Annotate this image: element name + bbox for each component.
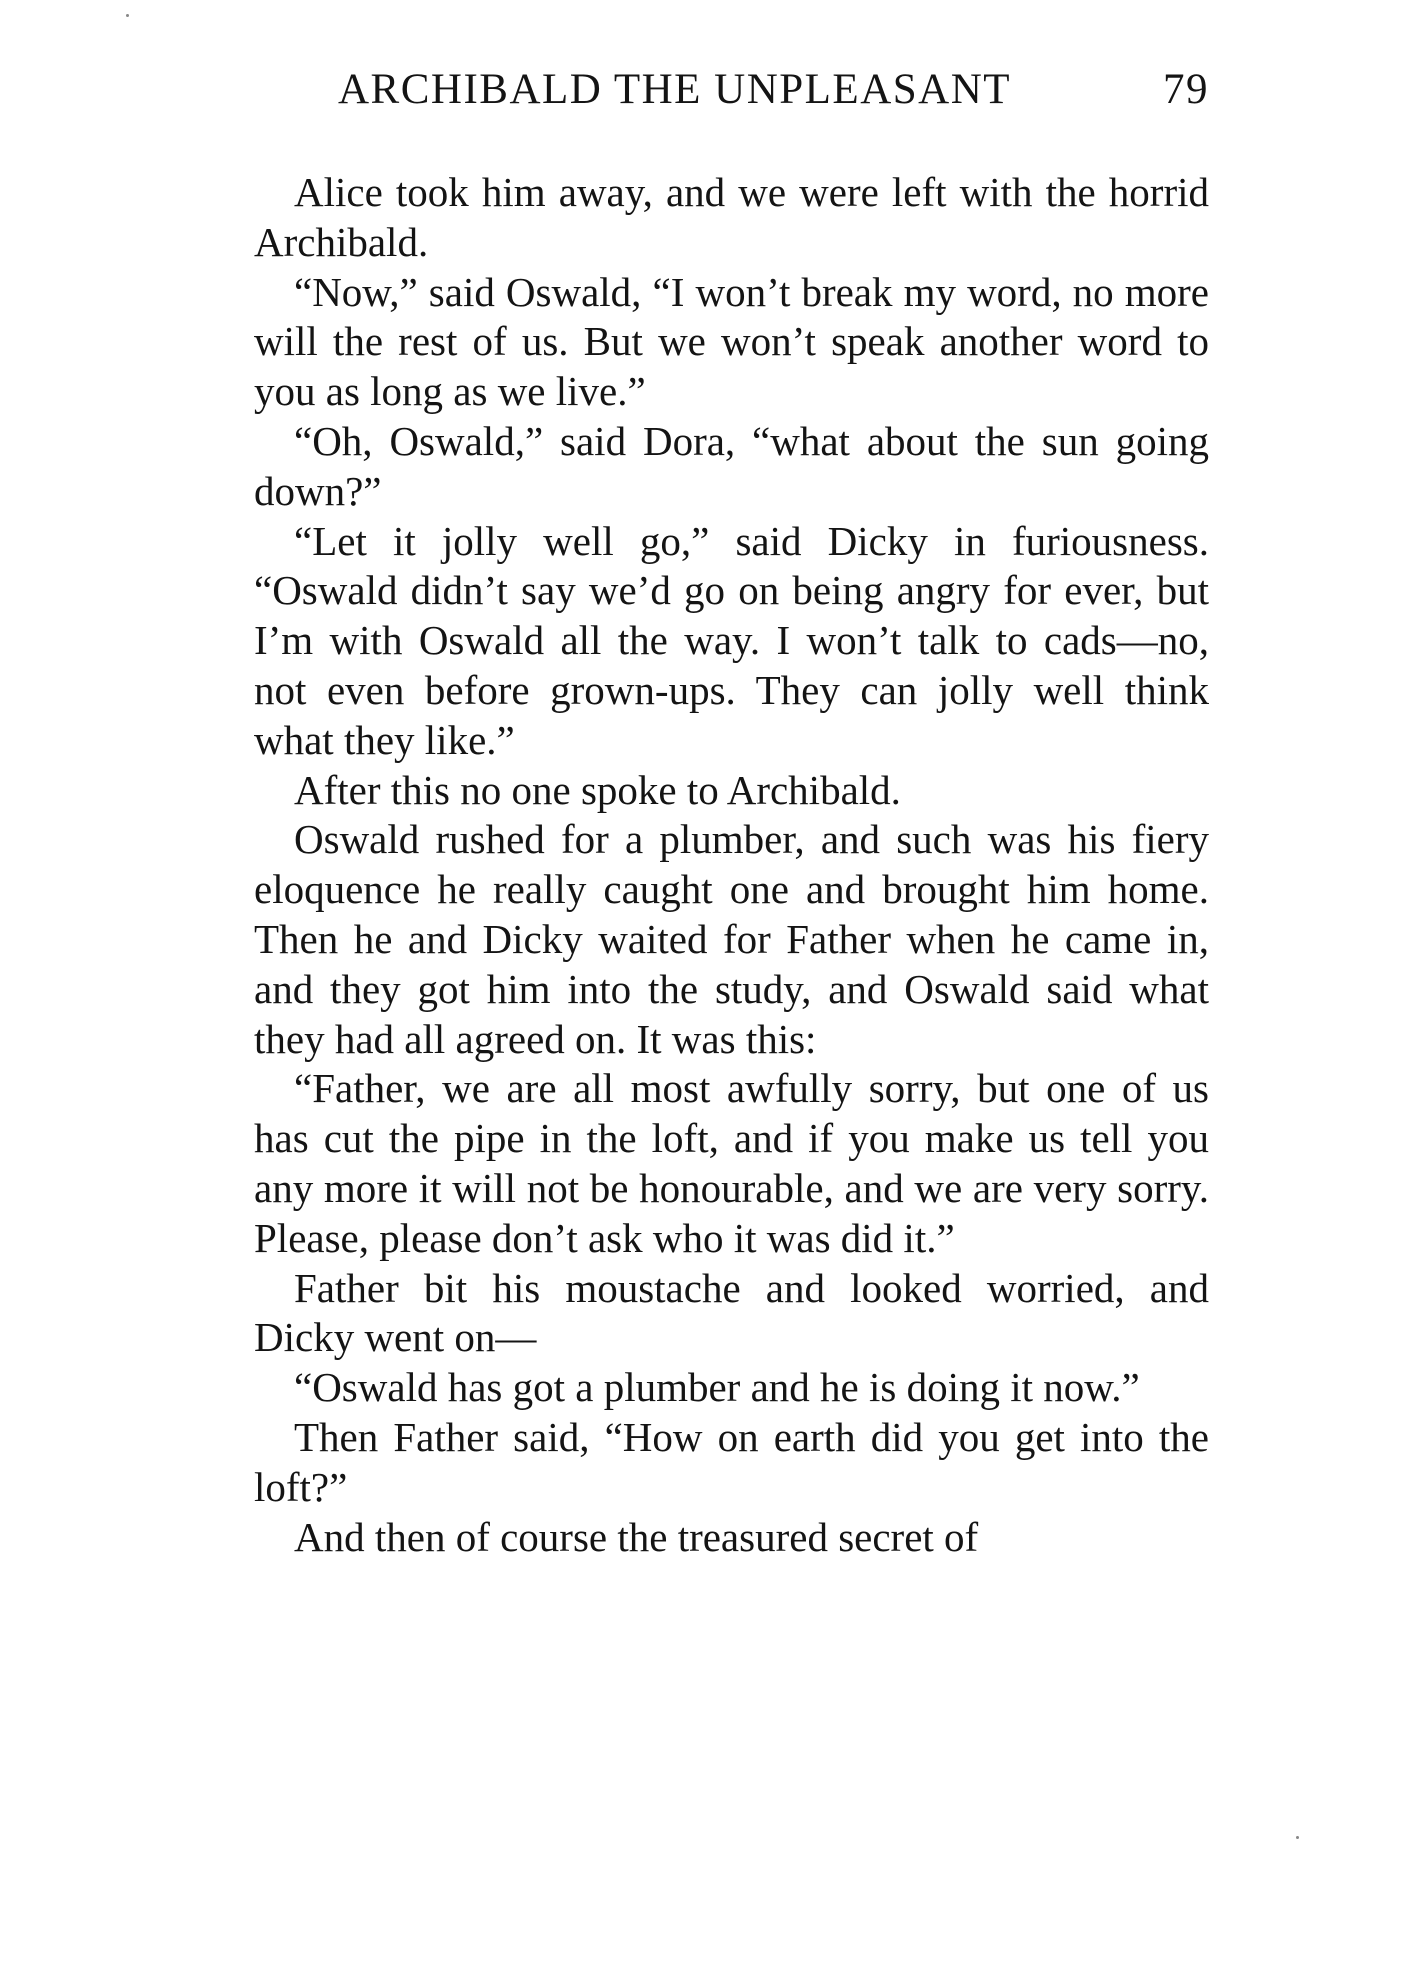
body-text bbox=[254, 168, 1209, 1562]
page-number: 79 bbox=[1163, 66, 1209, 113]
running-head bbox=[254, 60, 1209, 120]
paper-speck bbox=[126, 14, 129, 17]
paragraph: “Let it jolly well go,” said Dicky in furiousness. “Oswald didn’t say we’d go on being angry for ever, but I’m with Oswald all the way. I won’t talk to cads—no, not even before grown-ups. They can jolly well think what they like.” bbox=[254, 517, 1209, 763]
book-page bbox=[254, 60, 1209, 1562]
paragraph: And then of course the treasured secret of bbox=[294, 1513, 979, 1560]
paragraph: Alice took him away, and we were left with the horrid Archibald. bbox=[254, 169, 1209, 265]
paragraph: After this no one spoke to Archibald. bbox=[294, 766, 901, 813]
paragraph: “Oh, Oswald,” said Dora, “what about the sun going down?” bbox=[254, 417, 1209, 514]
running-head-title: ARCHIBALD THE UNPLEASANT bbox=[338, 66, 1012, 113]
paragraph: “Oswald has got a plumber and he is doing it now.” bbox=[294, 1364, 1140, 1411]
paragraph: “Father, we are all most awfully sorry, but one of us has cut the pipe in the loft, and if you make us tell you any more it will not be honourable, and we are very sorry. Please, please don’t ask who it was did it.” bbox=[254, 1065, 1209, 1261]
paragraph: “Now,” said Oswald, “I won’t break my word, no more will the rest of us. But we won’t speak another word to you as long as we live.” bbox=[254, 268, 1209, 415]
paragraph: Father bit his moustache and looked worried, and Dicky went on— bbox=[254, 1264, 1209, 1361]
paragraph: Oswald rushed for a plumber, and such was his fiery eloquence he really caught one and brought him home. Then he and Dicky waited for Father when he came in, and they got him into the study, and Oswald said what they had all agreed on. It was this: bbox=[254, 816, 1209, 1062]
paragraph: Then Father said, “How on earth did you get into the loft?” bbox=[254, 1413, 1209, 1510]
paper-speck bbox=[1296, 1836, 1299, 1839]
